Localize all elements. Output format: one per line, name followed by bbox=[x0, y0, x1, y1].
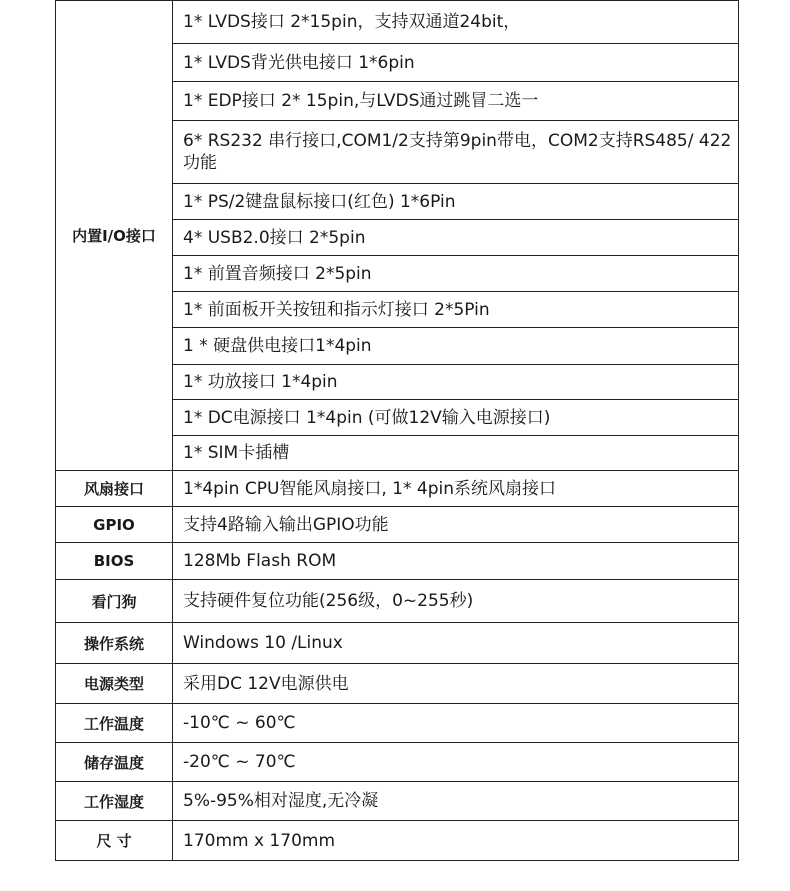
spec-value-humidity: 5%-95%相对湿度,无冷凝 bbox=[183, 791, 379, 811]
spec-label-fan: 风扇接口 bbox=[56, 471, 173, 506]
spec-label-size: 尺 寸 bbox=[56, 821, 173, 860]
spec-label-storage-temp: 储存温度 bbox=[56, 743, 173, 781]
spec-row-bios bbox=[56, 543, 738, 580]
spec-row-power bbox=[56, 664, 738, 704]
spec-value-watchdog: 支持硬件复位功能(256级，0~255秒) bbox=[183, 591, 474, 611]
io-item: 1* 功放接口 1*4pin bbox=[173, 364, 738, 399]
spec-value-bios: 128Mb Flash ROM bbox=[183, 551, 337, 571]
spec-row-storage-temp bbox=[56, 743, 738, 782]
spec-label-humidity: 工作湿度 bbox=[56, 782, 173, 820]
spec-value-size: 170mm x 170mm bbox=[183, 830, 336, 851]
spec-label-power: 电源类型 bbox=[56, 664, 173, 703]
io-item: 1 * 硬盘供电接口1*4pin bbox=[173, 327, 738, 364]
io-item: 1* DC电源接口 1*4pin (可做12V输入电源接口) bbox=[173, 399, 738, 435]
spec-row-gpio bbox=[56, 507, 738, 543]
io-item: 1* 前面板开关按钮和指示灯接口 2*5Pin bbox=[173, 291, 738, 327]
spec-label-watchdog: 看门狗 bbox=[56, 580, 173, 622]
spec-value-os: Windows 10 /Linux bbox=[183, 633, 343, 653]
io-item: 1* 前置音频接口 2*5pin bbox=[173, 255, 738, 291]
io-item: 6* RS232 串行接口,COM1/2支持第9pin带电，COM2支持RS485/ 422功能 bbox=[173, 120, 738, 183]
spec-label-io: 内置I/O接口 bbox=[56, 1, 173, 470]
io-item: 4* USB2.0接口 2*5pin bbox=[173, 219, 738, 255]
spec-values-io bbox=[173, 1, 738, 470]
spec-value-op-temp: -10℃ ~ 60℃ bbox=[183, 713, 296, 733]
spec-row-humidity bbox=[56, 782, 738, 821]
spec-label-os: 操作系统 bbox=[56, 623, 173, 663]
spec-label-bios: BIOS bbox=[56, 543, 173, 579]
spec-row-fan bbox=[56, 471, 738, 507]
spec-value-power: 采用DC 12V电源供电 bbox=[183, 673, 349, 694]
io-item: 1* SIM卡插槽 bbox=[173, 435, 738, 470]
io-item: 1* PS/2键盘鼠标接口(红色) 1*6Pin bbox=[173, 183, 738, 219]
io-item: 1* LVDS背光供电接口 1*6pin bbox=[173, 43, 738, 81]
spec-row-io bbox=[56, 0, 738, 471]
spec-row-os bbox=[56, 623, 738, 664]
spec-row-op-temp bbox=[56, 704, 738, 743]
spec-value-fan: 1*4pin CPU智能风扇接口, 1* 4pin系统风扇接口 bbox=[183, 478, 557, 499]
spec-row-size bbox=[56, 821, 738, 861]
spec-value-storage-temp: -20℃ ~ 70℃ bbox=[183, 752, 296, 772]
spec-value-gpio: 支持4路输入输出GPIO功能 bbox=[183, 514, 389, 535]
io-item: 1* EDP接口 2* 15pin,与LVDS通过跳冒二选一 bbox=[173, 81, 738, 120]
spec-table bbox=[55, 0, 739, 861]
io-item: 1* LVDS接口 2*15pin，支持双通道24bit， bbox=[183, 12, 521, 32]
spec-label-op-temp: 工作温度 bbox=[56, 704, 173, 742]
spec-row-watchdog bbox=[56, 580, 738, 623]
spec-label-gpio: GPIO bbox=[56, 507, 173, 542]
